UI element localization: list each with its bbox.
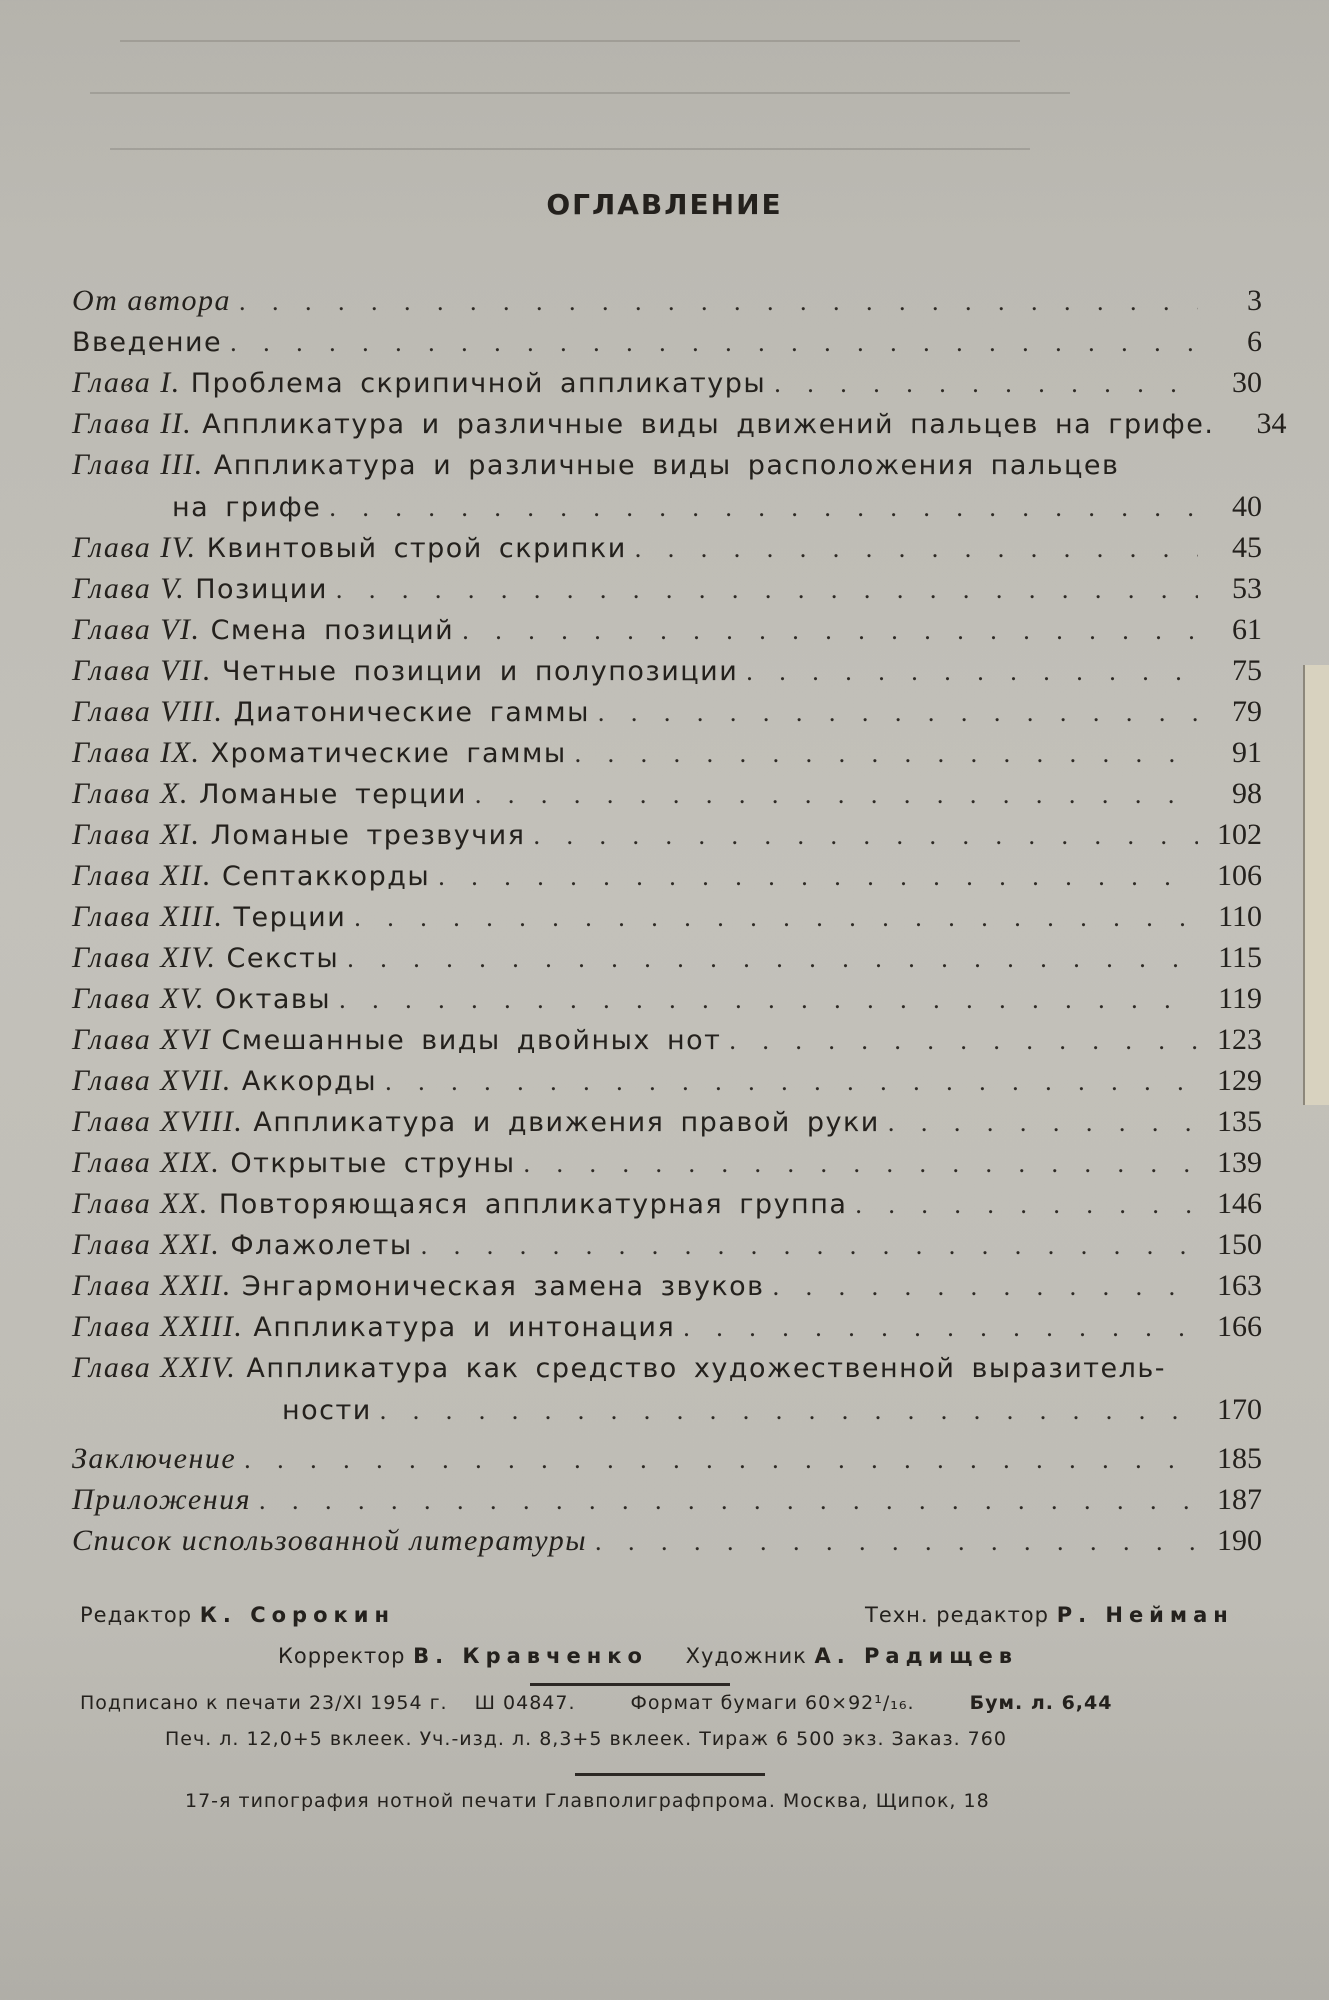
dot-leader xyxy=(575,739,1198,769)
page-title: ОГЛАВЛЕНИЕ xyxy=(546,188,783,221)
toc-entry xyxy=(72,1483,1262,1524)
entry-title: Заключение xyxy=(72,1442,237,1475)
chapter-label: Глава XVIII. xyxy=(72,1105,244,1138)
entry-title: Терции xyxy=(233,902,347,933)
entry-title-continuation: на грифе xyxy=(172,492,322,523)
toc-entry xyxy=(72,366,1262,407)
entry-title: Квинтовый строй скрипки xyxy=(206,533,627,564)
editor-name: К. Сорокин xyxy=(199,1603,395,1627)
dot-leader xyxy=(239,287,1198,317)
chapter-label: Глава XXI. xyxy=(72,1228,221,1261)
page-number: 163 xyxy=(1217,1269,1262,1302)
dot-leader xyxy=(462,616,1198,646)
toc-entry xyxy=(72,1146,1262,1187)
page-number: 150 xyxy=(1217,1228,1262,1261)
page-number: 6 xyxy=(1247,325,1262,358)
page-number: 40 xyxy=(1232,490,1262,523)
page-number: 45 xyxy=(1232,531,1262,564)
chapter-label: Глава XII. xyxy=(72,859,213,892)
page-number: 123 xyxy=(1217,1023,1262,1056)
dot-leader xyxy=(354,903,1198,933)
page-number: 75 xyxy=(1232,654,1262,687)
dot-leader xyxy=(438,862,1198,892)
chapter-label: Глава XXIII. xyxy=(72,1310,244,1343)
toc-entry xyxy=(72,859,1262,900)
imprint-paper-sheets: Бум. л. 6,44 xyxy=(969,1692,1113,1714)
imprint-printer: 17-я типография нотной печати Главполиграфпрома. Москва, Щипок, 18 xyxy=(185,1790,990,1812)
chapter-label: Глава II. xyxy=(72,407,193,440)
page-number: 91 xyxy=(1232,736,1262,769)
toc-entry xyxy=(72,941,1262,982)
page-number: 61 xyxy=(1232,613,1262,646)
entry-title: Сексты xyxy=(226,943,340,974)
page-number: 170 xyxy=(1217,1393,1262,1426)
entry-title: Четные позиции и полупозиции xyxy=(222,656,739,687)
entry-title: Октавы xyxy=(215,984,332,1015)
tech-editor-name: Р. Нейман xyxy=(1056,1603,1234,1627)
entry-title: Введение xyxy=(72,327,223,358)
chapter-label: Глава VI. xyxy=(72,613,201,646)
editor-role: Редактор xyxy=(80,1603,193,1627)
toc-entry-continuation xyxy=(72,490,1262,531)
entry-title: Аппликатура и движения правой руки xyxy=(253,1107,880,1138)
entry-title: Диатонические гаммы xyxy=(233,697,590,728)
toc-entry xyxy=(72,1442,1262,1483)
dot-leader xyxy=(683,1313,1198,1343)
page-number: 110 xyxy=(1218,900,1262,933)
page-number: 53 xyxy=(1232,572,1262,605)
dot-leader xyxy=(336,575,1198,605)
dot-leader xyxy=(380,1396,1198,1426)
table-of-contents xyxy=(72,284,1287,1565)
dot-leader xyxy=(329,493,1198,523)
toc-entry xyxy=(72,1524,1262,1565)
entry-title: Аппликатура и различные виды расположения пальцев xyxy=(213,450,1120,481)
toc-entry xyxy=(72,1023,1262,1064)
toc-entry xyxy=(72,736,1262,777)
toc-entry xyxy=(72,1351,1262,1393)
imprint-paper-format: Формат бумаги 60×92¹/₁₆. xyxy=(630,1692,915,1714)
toc-entry xyxy=(72,407,1287,448)
page-number: 106 xyxy=(1217,859,1262,892)
chapter-label: Глава XIII. xyxy=(72,900,224,933)
page-number: 98 xyxy=(1232,777,1262,810)
toc-entry xyxy=(72,613,1262,654)
toc-entry xyxy=(72,1064,1262,1105)
entry-title: Аппликатура и различные виды движений пальцев на грифе. xyxy=(202,409,1215,440)
page-number: 187 xyxy=(1217,1483,1262,1516)
dot-leader xyxy=(729,1026,1198,1056)
entry-title-continuation: ности xyxy=(282,1395,372,1426)
chapter-label: Глава VII. xyxy=(72,654,213,687)
toc-entry xyxy=(72,777,1262,818)
chapter-label: Глава XI. xyxy=(72,818,201,851)
chapter-label: Глава XXIV. xyxy=(72,1351,237,1384)
dot-leader xyxy=(773,1272,1198,1302)
dot-leader xyxy=(421,1231,1198,1261)
artist-name: А. Радищев xyxy=(814,1644,1019,1668)
toc-entry xyxy=(72,654,1262,695)
tech-editor-role: Техн. редактор xyxy=(865,1603,1049,1627)
entry-title: Флажолеты xyxy=(230,1230,413,1261)
chapter-label: Глава VIII. xyxy=(72,695,224,728)
dot-leader xyxy=(888,1108,1198,1138)
entry-title: Аккорды xyxy=(241,1066,378,1097)
chapter-label: Глава V. xyxy=(72,572,186,605)
entry-title: От автора xyxy=(72,284,232,317)
page-number: 139 xyxy=(1217,1146,1262,1179)
toc-gap xyxy=(72,1434,1262,1442)
entry-title: Повторяющаяся аппликатурная группа xyxy=(218,1189,848,1220)
page-number: 30 xyxy=(1232,366,1262,399)
page-number: 102 xyxy=(1217,818,1262,851)
page-number: 129 xyxy=(1217,1064,1262,1097)
chapter-label: Глава XVI xyxy=(72,1023,212,1056)
entry-title: Аппликатура и интонация xyxy=(253,1312,676,1343)
dot-leader xyxy=(598,698,1198,728)
toc-entry xyxy=(72,818,1262,859)
dot-leader xyxy=(533,821,1198,851)
entry-title: Аппликатура как средство художественной выразитель- xyxy=(246,1353,1167,1384)
credits-line-1 xyxy=(80,1603,1270,1627)
entry-title: Проблема скрипичной аппликатуры xyxy=(190,368,767,399)
page-number: 34 xyxy=(1256,407,1287,440)
dot-leader xyxy=(855,1190,1198,1220)
toc-entry xyxy=(72,1105,1262,1146)
bleed-through-line xyxy=(110,148,1030,150)
toc-entry xyxy=(72,1269,1262,1310)
divider-rule xyxy=(530,1683,730,1686)
imprint-signed: Подписано к печати 23/XI 1954 г. xyxy=(80,1692,448,1714)
chapter-label: Глава III. xyxy=(72,448,204,481)
page-number: 135 xyxy=(1217,1105,1262,1138)
entry-title: Септаккорды xyxy=(222,861,431,892)
toc-entry xyxy=(72,1228,1262,1269)
chapter-label: Глава X. xyxy=(72,777,190,810)
entry-title: Ломаные терции xyxy=(199,779,467,810)
toc-entry xyxy=(72,900,1262,941)
entry-title: Смешанные виды двойных нот xyxy=(221,1025,722,1056)
entry-title: Открытые струны xyxy=(230,1148,516,1179)
page-number: 166 xyxy=(1217,1310,1262,1343)
credits-line-2 xyxy=(278,1644,1329,1668)
toc-entry-continuation xyxy=(72,1393,1262,1434)
entry-title: Приложения xyxy=(72,1483,252,1516)
chapter-label: Глава XV. xyxy=(72,982,206,1015)
page-number: 185 xyxy=(1217,1442,1262,1475)
corrector-name: В. Кравченко xyxy=(413,1644,648,1668)
entry-title: Энгармоническая замена звуков xyxy=(241,1271,765,1302)
entry-title: Смена позиций xyxy=(210,615,455,646)
toc-entry xyxy=(72,572,1262,613)
toc-entry xyxy=(72,325,1262,366)
toc-entry xyxy=(72,982,1262,1023)
toc-entry xyxy=(72,284,1262,325)
page-edge-strip xyxy=(1303,665,1329,1105)
toc-entry xyxy=(72,531,1262,572)
dot-leader xyxy=(244,1445,1198,1475)
page-number: 146 xyxy=(1217,1187,1262,1220)
imprint-order-code: Ш 04847. xyxy=(474,1692,576,1714)
corrector-role: Корректор xyxy=(278,1644,406,1668)
dot-leader xyxy=(347,944,1198,974)
chapter-label: Глава XX. xyxy=(72,1187,209,1220)
page-number: 3 xyxy=(1247,284,1262,317)
chapter-label: Глава XIX. xyxy=(72,1146,221,1179)
dot-leader xyxy=(635,534,1198,564)
toc-entry xyxy=(72,1310,1262,1351)
chapter-label: Глава XVII. xyxy=(72,1064,232,1097)
entry-title: Позиции xyxy=(195,574,328,605)
artist-role: Художник xyxy=(685,1644,807,1668)
entry-title: Хроматические гаммы xyxy=(210,738,567,769)
entry-title: Ломаные трезвучия xyxy=(210,820,526,851)
dot-leader xyxy=(774,369,1198,399)
toc-entry xyxy=(72,695,1262,736)
page-number: 119 xyxy=(1218,982,1262,1015)
imprint-line-2: Печ. л. 12,0+5 вклеек. Уч.-изд. л. 8,3+5 вклеек. Тираж 6 500 экз. Заказ. 760 xyxy=(165,1728,1007,1750)
dot-leader xyxy=(339,985,1198,1015)
page-number: 190 xyxy=(1217,1524,1262,1557)
imprint-line-1 xyxy=(80,1692,1112,1714)
chapter-label: Глава IX. xyxy=(72,736,201,769)
page-number: 79 xyxy=(1232,695,1262,728)
bleed-through-line xyxy=(120,40,1020,42)
dot-leader xyxy=(385,1067,1198,1097)
entry-title: Список использованной литературы xyxy=(72,1524,588,1557)
chapter-label: Глава XXII. xyxy=(72,1269,232,1302)
toc-entry xyxy=(72,1187,1262,1228)
dot-leader xyxy=(230,328,1198,358)
toc-entry xyxy=(72,448,1262,490)
dot-leader xyxy=(746,657,1198,687)
dot-leader xyxy=(595,1527,1198,1557)
page-number: 115 xyxy=(1218,941,1262,974)
bleed-through-line xyxy=(90,92,1070,94)
chapter-label: Глава I. xyxy=(72,366,181,399)
dot-leader xyxy=(475,780,1198,810)
dot-leader xyxy=(259,1486,1198,1516)
divider-rule xyxy=(575,1773,765,1776)
dot-leader xyxy=(524,1149,1198,1179)
chapter-label: Глава XIV. xyxy=(72,941,217,974)
chapter-label: Глава IV. xyxy=(72,531,197,564)
